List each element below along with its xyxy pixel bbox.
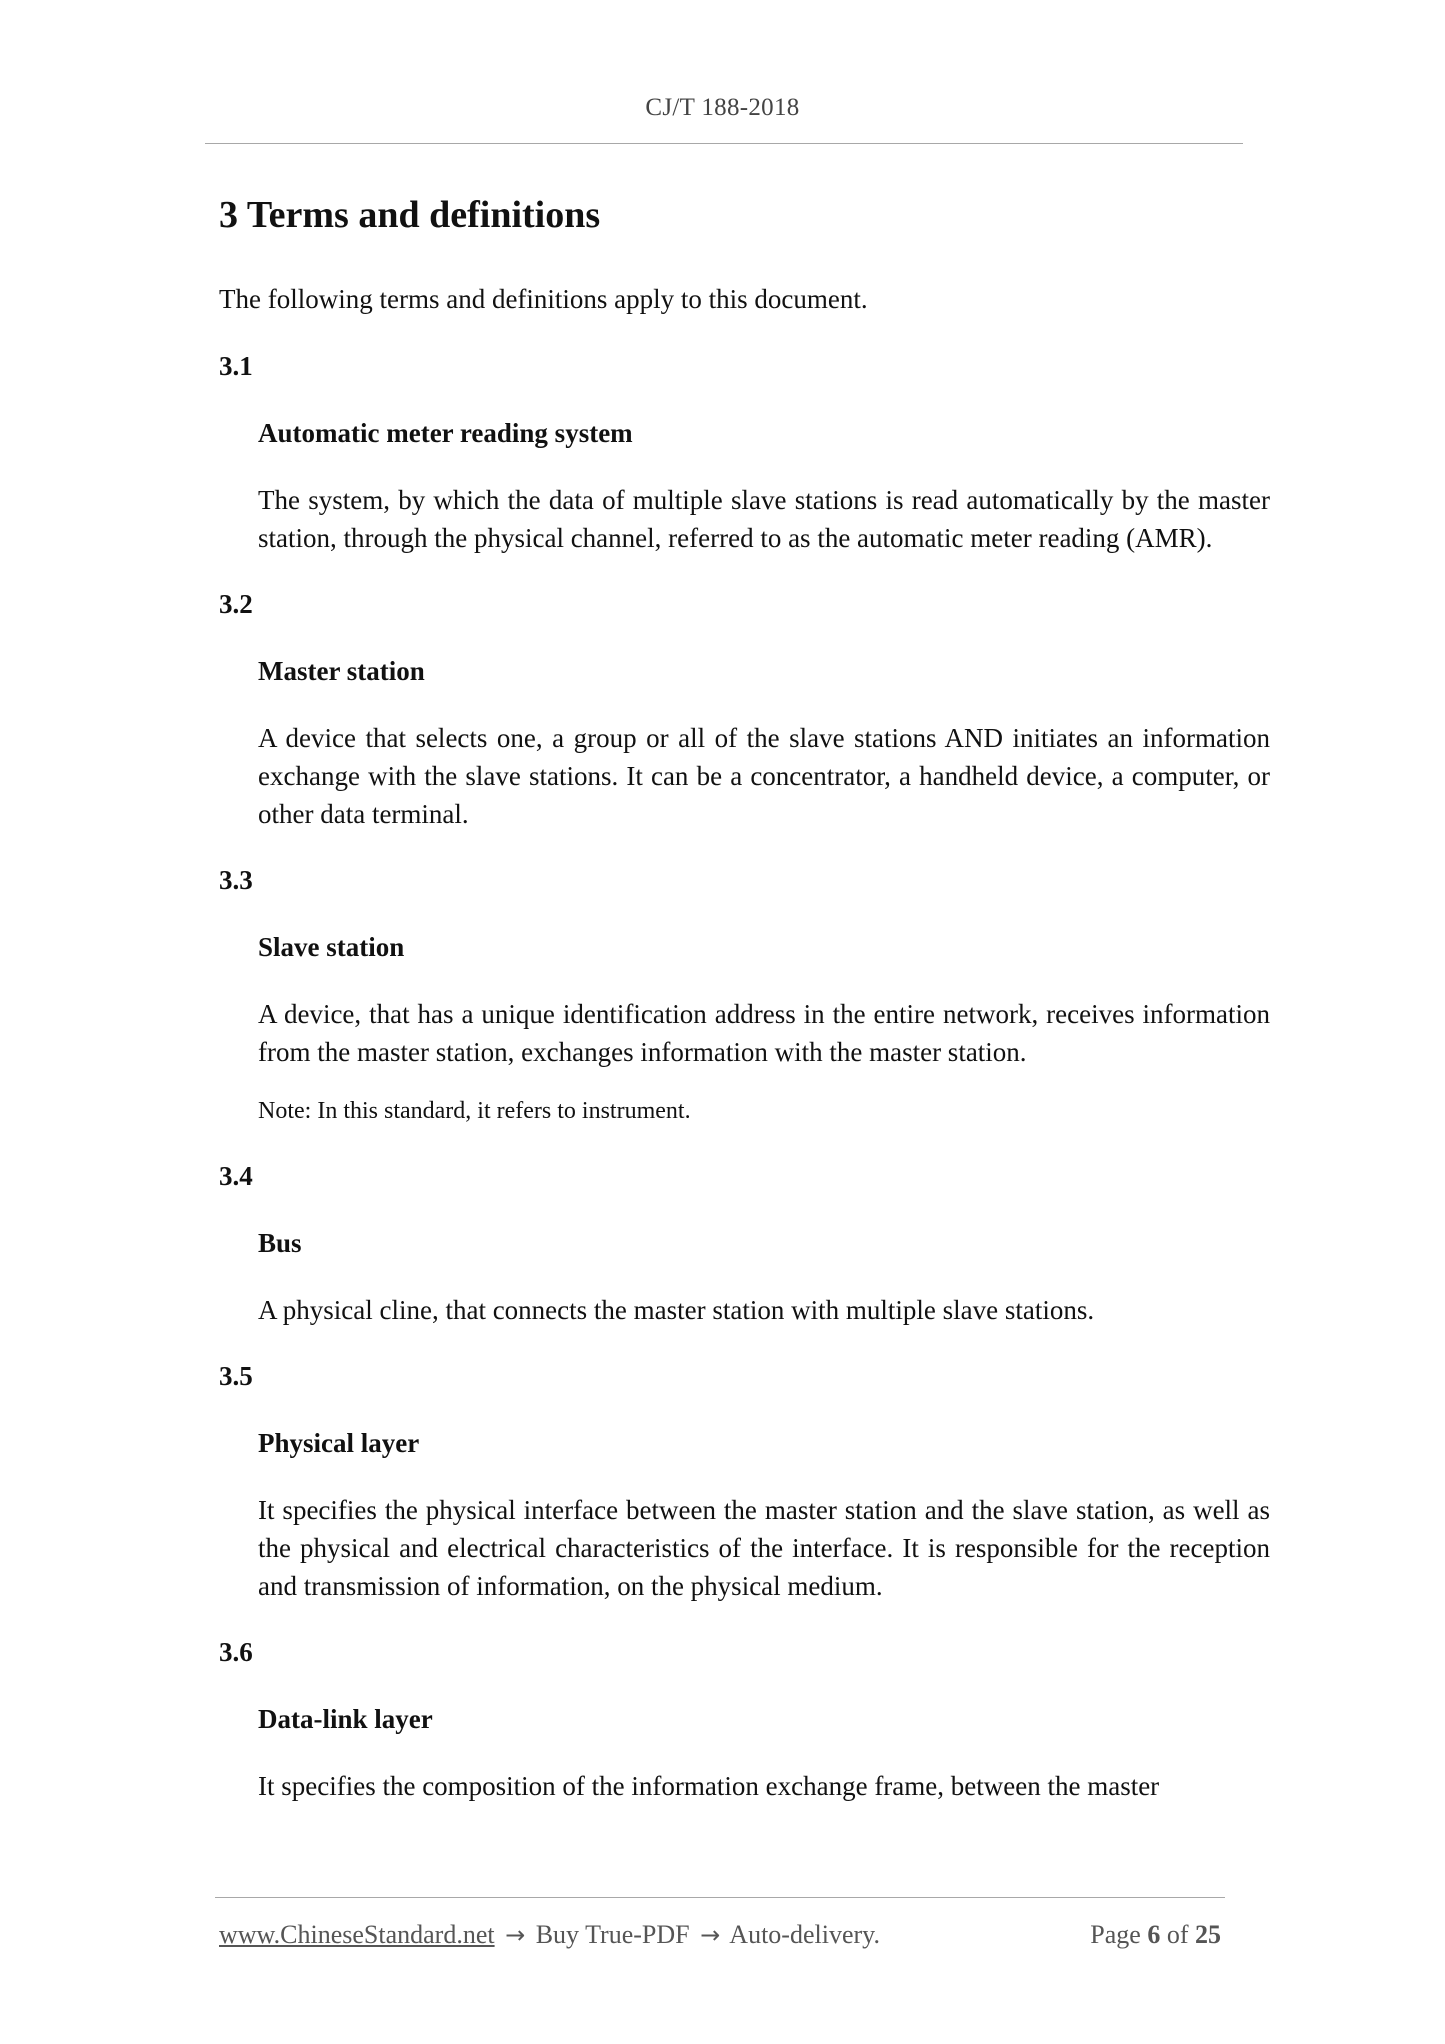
arrow-right-icon: → (505, 1921, 526, 1949)
term-entry-3-6 (219, 1633, 1231, 1805)
term-name: Data-link layer (258, 1704, 433, 1734)
term-definition: It specifies the physical interface between the master station and the slave station, as well as the physical and electrical characteristics of the interface. It is responsible for the reception and transmission of information, on the physical medium. (258, 1495, 1270, 1601)
term-entry-3-3 (219, 861, 1270, 1129)
header-divider (205, 143, 1243, 144)
delivery-text: Auto-delivery. (729, 1920, 880, 1949)
document-id-header: CJ/T 188-2018 (645, 94, 800, 121)
term-definition: It specifies the composition of the information exchange frame, between the master (258, 1771, 1160, 1801)
term-name: Automatic meter reading system (258, 418, 633, 448)
section-intro: The following terms and definitions apply to this document. (219, 284, 868, 314)
site-link[interactable]: www.ChineseStandard.net (219, 1920, 495, 1949)
term-name: Bus (258, 1228, 302, 1258)
page-total: 25 (1195, 1920, 1221, 1949)
term-name: Master station (258, 656, 425, 686)
term-number: 3.5 (219, 1361, 253, 1391)
term-definition: A device that selects one, a group or all of the slave stations AND initiates an information exchange with the slave stations. It can be a concentrator, a handheld device, a computer, or other data terminal. (258, 723, 1270, 829)
term-definition: A physical cline, that connects the master station with multiple slave stations. (258, 1295, 1095, 1325)
footer-divider (215, 1897, 1225, 1898)
term-number: 3.1 (219, 351, 253, 381)
term-entry-3-4 (219, 1157, 1231, 1329)
page-indicator (1090, 1917, 1221, 1953)
term-entry-3-2 (219, 585, 1270, 833)
term-number: 3.3 (219, 865, 253, 895)
term-number: 3.2 (219, 589, 253, 619)
term-name: Physical layer (258, 1428, 420, 1458)
term-definition: The system, by which the data of multiple slave stations is read automatically by the master station, through the physical channel, referred to as the automatic meter reading (AMR). (258, 485, 1270, 553)
term-name: Slave station (258, 932, 405, 962)
term-note: Note: In this standard, it refers to instrument. (258, 1098, 691, 1124)
term-entry-3-1 (219, 347, 1270, 557)
term-number: 3.4 (219, 1161, 253, 1191)
section-heading: 3 Terms and definitions (219, 194, 601, 236)
page-of: of (1166, 1920, 1189, 1949)
term-definition: A device, that has a unique identification address in the entire network, receives information from the master station, exchanges information with the master station. (258, 999, 1270, 1067)
arrow-right-icon: → (700, 1921, 721, 1949)
term-number: 3.6 (219, 1637, 253, 1667)
page-content (219, 190, 1270, 1833)
footer-promo (219, 1917, 880, 1953)
page-current: 6 (1147, 1920, 1161, 1949)
page-prefix: Page (1090, 1920, 1141, 1949)
term-entry-3-5 (219, 1357, 1270, 1605)
buy-text: Buy True-PDF (535, 1920, 690, 1949)
